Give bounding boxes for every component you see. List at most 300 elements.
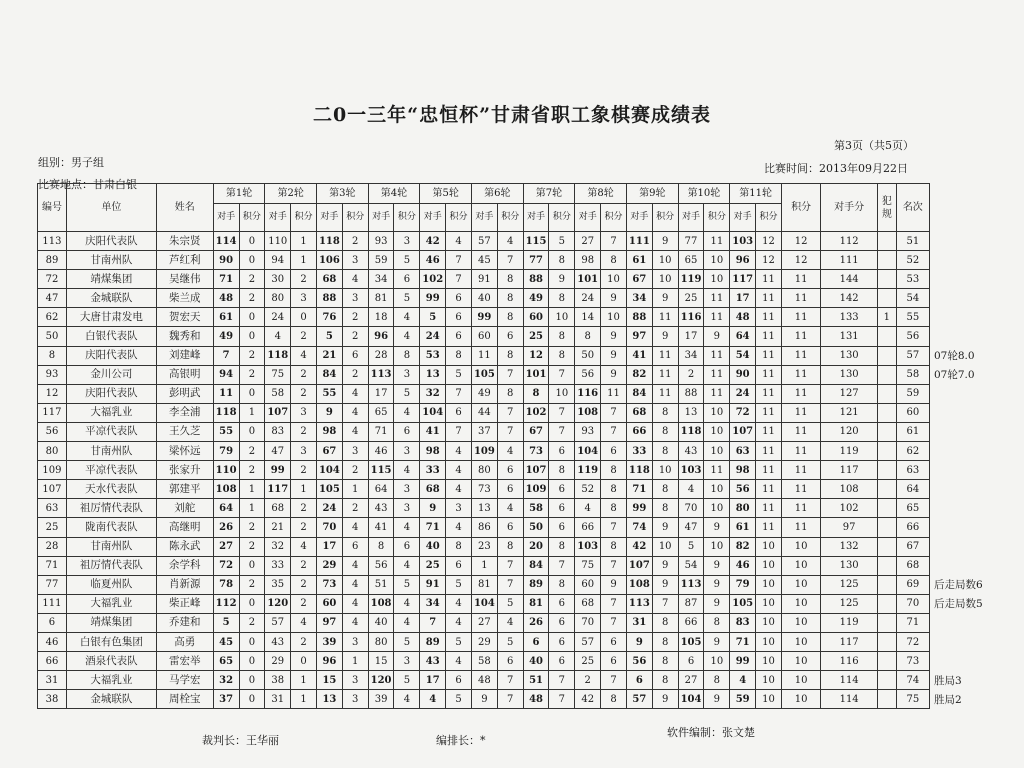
- round-6-opponent: 105: [471, 365, 497, 384]
- team-cell: 陇南代表队: [66, 518, 156, 537]
- round-5-points: 6: [446, 308, 472, 327]
- round-7-opponent: 26: [523, 613, 549, 632]
- subheader-pts-round-3: 积分: [342, 204, 368, 232]
- round-8-points: 8: [601, 690, 627, 709]
- round-4-opponent: 46: [368, 442, 394, 461]
- player-name: 余学科: [156, 556, 213, 575]
- row-note: 胜局3: [934, 674, 962, 687]
- subheader-opp-round-2: 对手: [265, 204, 291, 232]
- round-8-opponent: 42: [575, 690, 601, 709]
- software-label: 软件编制：张文楚: [667, 726, 755, 739]
- round-5-opponent: 68: [420, 480, 446, 499]
- round-8-opponent: 14: [575, 308, 601, 327]
- round-8-opponent: 24: [575, 289, 601, 308]
- round-6-points: 7: [497, 365, 523, 384]
- player-number: 77: [38, 575, 67, 594]
- total-points: 10: [781, 613, 820, 632]
- round-9-opponent: 66: [626, 422, 652, 441]
- round-11-opponent: 61: [730, 518, 756, 537]
- table-row: [38, 499, 930, 518]
- round-10-opponent: 4: [678, 480, 704, 499]
- round-11-opponent: 90: [730, 365, 756, 384]
- total-points: 10: [781, 652, 820, 671]
- round-11-points: 11: [756, 480, 782, 499]
- team-cell: 甘南州队: [66, 251, 156, 270]
- round-1-points: 0: [239, 384, 265, 403]
- total-points: 11: [781, 518, 820, 537]
- round-9-opponent: 68: [626, 403, 652, 422]
- total-points: 11: [781, 403, 820, 422]
- round-11-points: 11: [756, 270, 782, 289]
- opponent-points: 125: [821, 575, 878, 594]
- header-round-11: 第11轮: [730, 184, 782, 204]
- round-6-points: 5: [497, 594, 523, 613]
- round-3-opponent: 73: [317, 575, 343, 594]
- round-9-points: 9: [652, 518, 678, 537]
- round-7-points: 5: [549, 232, 575, 251]
- round-1-opponent: 65: [213, 652, 239, 671]
- player-number: 117: [38, 403, 67, 422]
- round-11-opponent: 24: [730, 384, 756, 403]
- round-2-opponent: 83: [265, 422, 291, 441]
- round-7-points: 7: [549, 690, 575, 709]
- round-5-points: 6: [446, 556, 472, 575]
- round-3-points: 4: [342, 518, 368, 537]
- round-5-opponent: 89: [420, 632, 446, 651]
- round-6-points: 8: [497, 308, 523, 327]
- round-9-points: 8: [652, 652, 678, 671]
- round-5-points: 5: [446, 632, 472, 651]
- round-6-opponent: 29: [471, 632, 497, 651]
- round-5-opponent: 104: [420, 403, 446, 422]
- round-5-opponent: 13: [420, 365, 446, 384]
- round-8-opponent: 93: [575, 422, 601, 441]
- player-name: 高勇: [156, 632, 213, 651]
- player-name: 高银明: [156, 365, 213, 384]
- foul-count: 1: [878, 308, 897, 327]
- opponent-points: 119: [821, 613, 878, 632]
- venue-label: 比赛地点：甘肃白银: [38, 178, 137, 191]
- rank: 58: [896, 365, 929, 384]
- foul-count: [878, 575, 897, 594]
- round-4-opponent: 71: [368, 422, 394, 441]
- team-cell: 庆阳代表队: [66, 232, 156, 251]
- total-points: 10: [781, 537, 820, 556]
- round-11-points: 10: [756, 671, 782, 690]
- round-6-opponent: 37: [471, 422, 497, 441]
- round-4-opponent: 115: [368, 461, 394, 480]
- round-6-points: 7: [497, 671, 523, 690]
- table-row: [38, 403, 930, 422]
- round-4-points: 6: [394, 422, 420, 441]
- round-5-points: 4: [446, 652, 472, 671]
- round-11-points: 11: [756, 461, 782, 480]
- round-11-opponent: 71: [730, 632, 756, 651]
- table-row: [38, 480, 930, 499]
- round-10-points: 8: [704, 613, 730, 632]
- round-9-opponent: 113: [626, 594, 652, 613]
- team-cell: 靖煤集团: [66, 613, 156, 632]
- foul-count: [878, 251, 897, 270]
- round-5-opponent: 32: [420, 384, 446, 403]
- header-round-5: 第5轮: [420, 184, 472, 204]
- round-2-points: 2: [291, 461, 317, 480]
- round-1-points: 0: [239, 251, 265, 270]
- round-6-points: 8: [497, 537, 523, 556]
- round-11-opponent: 105: [730, 594, 756, 613]
- round-1-points: 0: [239, 308, 265, 327]
- team-cell: 大唐甘肃发电: [66, 308, 156, 327]
- table-body: [38, 232, 930, 709]
- round-3-opponent: 55: [317, 384, 343, 403]
- round-11-points: 10: [756, 652, 782, 671]
- round-1-points: 1: [239, 480, 265, 499]
- round-5-points: 5: [446, 365, 472, 384]
- round-10-points: 10: [704, 480, 730, 499]
- round-3-points: 2: [342, 499, 368, 518]
- player-name: 柴正峰: [156, 594, 213, 613]
- round-2-points: 4: [291, 537, 317, 556]
- opponent-points: 127: [821, 384, 878, 403]
- round-4-points: 5: [394, 632, 420, 651]
- round-9-opponent: 97: [626, 327, 652, 346]
- round-8-opponent: 56: [575, 365, 601, 384]
- round-9-opponent: 33: [626, 442, 652, 461]
- rank: 68: [896, 556, 929, 575]
- round-10-opponent: 65: [678, 251, 704, 270]
- round-4-opponent: 15: [368, 652, 394, 671]
- round-3-points: 4: [342, 613, 368, 632]
- opponent-points: 97: [821, 518, 878, 537]
- total-points: 10: [781, 632, 820, 651]
- round-8-points: 7: [601, 594, 627, 613]
- subheader-opp-round-9: 对手: [626, 204, 652, 232]
- round-5-opponent: 4: [420, 690, 446, 709]
- round-1-opponent: 79: [213, 442, 239, 461]
- round-9-points: 9: [652, 232, 678, 251]
- round-11-opponent: 82: [730, 537, 756, 556]
- round-7-points: 7: [549, 422, 575, 441]
- player-number: 12: [38, 384, 67, 403]
- round-5-points: 4: [446, 232, 472, 251]
- arranger-label: 编排长：*: [436, 734, 486, 747]
- round-7-points: 8: [549, 251, 575, 270]
- round-1-points: 0: [239, 632, 265, 651]
- round-8-opponent: 68: [575, 594, 601, 613]
- round-1-points: 0: [239, 556, 265, 575]
- round-2-opponent: 110: [265, 232, 291, 251]
- player-number: 38: [38, 690, 67, 709]
- rank: 72: [896, 632, 929, 651]
- header-round-8: 第8轮: [575, 184, 627, 204]
- round-1-opponent: 72: [213, 556, 239, 575]
- round-3-points: 1: [342, 652, 368, 671]
- rank: 53: [896, 270, 929, 289]
- round-3-opponent: 97: [317, 613, 343, 632]
- player-number: 6: [38, 613, 67, 632]
- opponent-points: 112: [821, 232, 878, 251]
- round-6-opponent: 58: [471, 652, 497, 671]
- round-4-opponent: 43: [368, 499, 394, 518]
- foul-count: [878, 690, 897, 709]
- round-6-opponent: 81: [471, 575, 497, 594]
- round-11-points: 10: [756, 575, 782, 594]
- team-cell: 平凉代表队: [66, 461, 156, 480]
- round-9-opponent: 6: [626, 671, 652, 690]
- round-9-opponent: 111: [626, 232, 652, 251]
- opponent-points: 125: [821, 594, 878, 613]
- player-number: 56: [38, 422, 67, 441]
- round-8-opponent: 101: [575, 270, 601, 289]
- round-4-opponent: 41: [368, 518, 394, 537]
- round-1-opponent: 112: [213, 594, 239, 613]
- group-label: 组别：男子组: [38, 156, 104, 169]
- round-8-opponent: 8: [575, 327, 601, 346]
- opponent-points: 119: [821, 442, 878, 461]
- round-11-points: 10: [756, 594, 782, 613]
- round-10-opponent: 17: [678, 327, 704, 346]
- round-2-opponent: 38: [265, 671, 291, 690]
- round-3-opponent: 60: [317, 594, 343, 613]
- round-4-points: 3: [394, 365, 420, 384]
- round-9-points: 8: [652, 613, 678, 632]
- round-8-points: 8: [601, 251, 627, 270]
- round-6-opponent: 49: [471, 384, 497, 403]
- round-11-opponent: 96: [730, 251, 756, 270]
- round-2-points: 4: [291, 346, 317, 365]
- round-5-points: 6: [446, 327, 472, 346]
- round-10-points: 9: [704, 518, 730, 537]
- rank: 55: [896, 308, 929, 327]
- round-2-points: 1: [291, 480, 317, 499]
- table-row: [38, 232, 930, 251]
- total-points: 11: [781, 308, 820, 327]
- round-2-points: 2: [291, 632, 317, 651]
- team-cell: 酒泉代表队: [66, 652, 156, 671]
- round-2-opponent: 4: [265, 327, 291, 346]
- team-cell: 祖厉情代表队: [66, 556, 156, 575]
- round-2-points: 1: [291, 671, 317, 690]
- round-9-opponent: 82: [626, 365, 652, 384]
- round-10-points: 10: [704, 270, 730, 289]
- player-name: 肖新源: [156, 575, 213, 594]
- round-7-points: 8: [549, 327, 575, 346]
- round-7-points: 8: [549, 537, 575, 556]
- round-10-points: 9: [704, 575, 730, 594]
- rank: 75: [896, 690, 929, 709]
- subheader-opp-round-3: 对手: [317, 204, 343, 232]
- round-7-opponent: 101: [523, 365, 549, 384]
- round-10-points: 10: [704, 422, 730, 441]
- round-9-points: 9: [652, 575, 678, 594]
- round-7-points: 7: [549, 365, 575, 384]
- foul-count: [878, 480, 897, 499]
- round-10-points: 9: [704, 594, 730, 613]
- round-9-points: 11: [652, 384, 678, 403]
- round-5-points: 3: [446, 499, 472, 518]
- round-7-points: 8: [549, 289, 575, 308]
- team-cell: 甘南州队: [66, 442, 156, 461]
- round-1-points: 2: [239, 537, 265, 556]
- round-4-points: 6: [394, 270, 420, 289]
- rank: 67: [896, 537, 929, 556]
- round-10-points: 8: [704, 671, 730, 690]
- round-4-opponent: 108: [368, 594, 394, 613]
- round-10-points: 10: [704, 403, 730, 422]
- rank: 59: [896, 384, 929, 403]
- round-1-points: 2: [239, 575, 265, 594]
- round-8-points: 7: [601, 613, 627, 632]
- opponent-points: 132: [821, 537, 878, 556]
- round-4-points: 6: [394, 537, 420, 556]
- round-5-points: 4: [446, 461, 472, 480]
- round-9-points: 8: [652, 671, 678, 690]
- foul-count: [878, 270, 897, 289]
- round-4-opponent: 8: [368, 537, 394, 556]
- round-8-points: 7: [601, 671, 627, 690]
- round-9-opponent: 88: [626, 308, 652, 327]
- round-9-opponent: 31: [626, 613, 652, 632]
- round-1-opponent: 37: [213, 690, 239, 709]
- round-3-points: 3: [342, 690, 368, 709]
- round-3-points: 3: [342, 251, 368, 270]
- player-name: 乔建和: [156, 613, 213, 632]
- table-row: [38, 690, 930, 709]
- player-name: 王久芝: [156, 422, 213, 441]
- round-3-points: 6: [342, 537, 368, 556]
- table-row: [38, 289, 930, 308]
- round-1-opponent: 48: [213, 289, 239, 308]
- round-6-opponent: 99: [471, 308, 497, 327]
- round-9-opponent: 57: [626, 690, 652, 709]
- round-2-points: 0: [291, 652, 317, 671]
- round-11-opponent: 80: [730, 499, 756, 518]
- round-1-opponent: 7: [213, 346, 239, 365]
- subheader-opp-round-7: 对手: [523, 204, 549, 232]
- round-6-opponent: 109: [471, 442, 497, 461]
- round-11-opponent: 79: [730, 575, 756, 594]
- total-points: 11: [781, 384, 820, 403]
- round-4-points: 4: [394, 518, 420, 537]
- round-1-opponent: 110: [213, 461, 239, 480]
- round-2-opponent: 107: [265, 403, 291, 422]
- team-cell: 临夏州队: [66, 575, 156, 594]
- round-5-points: 6: [446, 671, 472, 690]
- round-6-opponent: 73: [471, 480, 497, 499]
- round-10-opponent: 87: [678, 594, 704, 613]
- row-note: 后走局数5: [934, 598, 983, 611]
- foul-count: [878, 518, 897, 537]
- round-8-opponent: 103: [575, 537, 601, 556]
- round-5-points: 7: [446, 251, 472, 270]
- round-4-points: 4: [394, 461, 420, 480]
- foul-count: [878, 499, 897, 518]
- round-1-points: 2: [239, 613, 265, 632]
- round-7-points: 9: [549, 270, 575, 289]
- round-2-opponent: 24: [265, 308, 291, 327]
- player-number: 66: [38, 652, 67, 671]
- round-8-points: 8: [601, 537, 627, 556]
- round-7-opponent: 25: [523, 327, 549, 346]
- header-round-2: 第2轮: [265, 184, 317, 204]
- player-name: 朱宗贤: [156, 232, 213, 251]
- total-points: 10: [781, 556, 820, 575]
- round-7-points: 7: [549, 556, 575, 575]
- round-4-points: 3: [394, 480, 420, 499]
- round-10-points: 11: [704, 232, 730, 251]
- round-11-points: 10: [756, 613, 782, 632]
- round-7-opponent: 8: [523, 384, 549, 403]
- total-points: 11: [781, 270, 820, 289]
- rank: 74: [896, 671, 929, 690]
- player-name: 雷宏举: [156, 652, 213, 671]
- round-7-points: 6: [549, 652, 575, 671]
- round-1-points: 2: [239, 442, 265, 461]
- round-3-opponent: 76: [317, 308, 343, 327]
- round-1-points: 0: [239, 690, 265, 709]
- total-points: 10: [781, 671, 820, 690]
- foul-count: [878, 403, 897, 422]
- round-11-points: 11: [756, 308, 782, 327]
- round-9-opponent: 118: [626, 461, 652, 480]
- round-7-opponent: 67: [523, 422, 549, 441]
- round-5-opponent: 40: [420, 537, 446, 556]
- subheader-opp-round-11: 对手: [730, 204, 756, 232]
- header-round-1: 第1轮: [213, 184, 265, 204]
- round-3-opponent: 5: [317, 327, 343, 346]
- round-1-points: 0: [239, 652, 265, 671]
- subheader-opp-round-10: 对手: [678, 204, 704, 232]
- team-cell: 金城联队: [66, 690, 156, 709]
- player-name: 刘舵: [156, 499, 213, 518]
- round-11-opponent: 63: [730, 442, 756, 461]
- round-4-opponent: 65: [368, 403, 394, 422]
- round-2-opponent: 33: [265, 556, 291, 575]
- round-11-opponent: 48: [730, 308, 756, 327]
- foul-count: [878, 442, 897, 461]
- round-4-opponent: 120: [368, 671, 394, 690]
- total-points: 11: [781, 289, 820, 308]
- round-3-points: 4: [342, 403, 368, 422]
- round-5-points: 8: [446, 537, 472, 556]
- round-6-opponent: 44: [471, 403, 497, 422]
- foul-count: [878, 556, 897, 575]
- round-9-opponent: 74: [626, 518, 652, 537]
- round-8-points: 7: [601, 556, 627, 575]
- round-2-points: 2: [291, 422, 317, 441]
- round-8-points: 6: [601, 442, 627, 461]
- round-8-opponent: 2: [575, 671, 601, 690]
- round-1-points: 2: [239, 518, 265, 537]
- round-2-opponent: 29: [265, 652, 291, 671]
- round-10-points: 11: [704, 461, 730, 480]
- round-2-opponent: 32: [265, 537, 291, 556]
- round-10-opponent: 34: [678, 346, 704, 365]
- table-row: [38, 346, 930, 365]
- round-10-points: 9: [704, 556, 730, 575]
- round-1-points: 2: [239, 365, 265, 384]
- table-row: [38, 251, 930, 270]
- round-2-opponent: 35: [265, 575, 291, 594]
- round-10-opponent: 104: [678, 690, 704, 709]
- rank: 54: [896, 289, 929, 308]
- round-3-points: 4: [342, 594, 368, 613]
- round-2-opponent: 118: [265, 346, 291, 365]
- round-7-opponent: 102: [523, 403, 549, 422]
- player-name: 张家升: [156, 461, 213, 480]
- round-10-opponent: 6: [678, 652, 704, 671]
- round-10-opponent: 47: [678, 518, 704, 537]
